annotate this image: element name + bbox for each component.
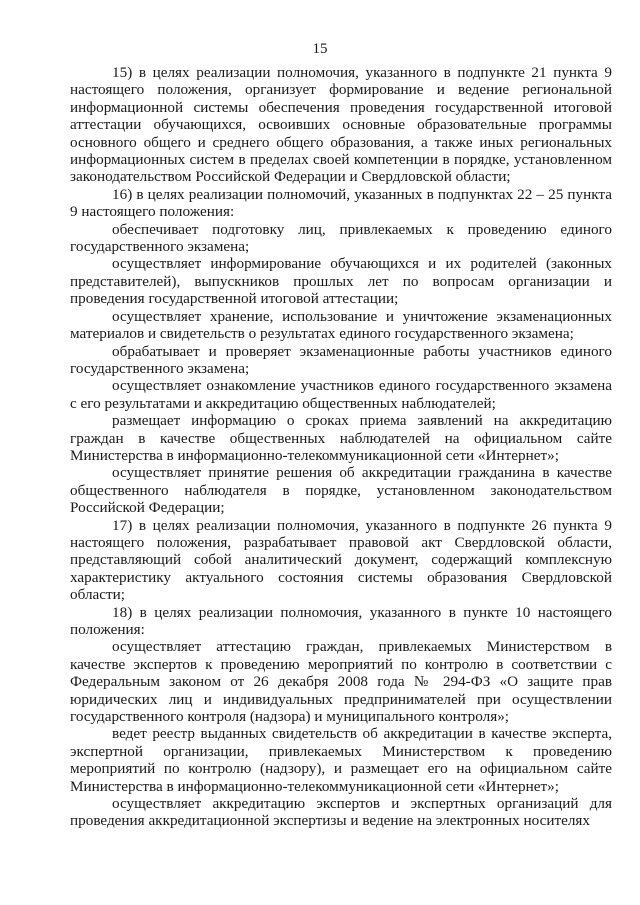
paragraph-18-item-registry: ведет реестр выданных свидетельств об аккредитации в качестве эксперта, экспертной организации, привлекаемых Министерством к проведению мероприятий по контролю (надзору), и размещает его на официальном сайте Министерства в информационно-телекоммуникационной сети «Интернет»; xyxy=(70,725,612,795)
paragraph-16-item-processing: обрабатывает и проверяет экзаменационные работы участников единого государственного экзамена; xyxy=(70,342,612,377)
paragraph-16-item-storage: осуществляет хранение, использование и уничтожение экзаменационных материалов и свидетельств о результатах единого государственного экзамена; xyxy=(70,307,612,343)
paragraph-16-item-results: осуществляет ознакомление участников единого государственного экзамена с его результатами и аккредитацию общественных наблюдателей; xyxy=(70,377,612,412)
paragraph-16-item-informing: осуществляет информирование обучающихся и их родителей (законных представителей), выпускников прошлых лет по вопросам организации и проведения государственной итоговой аттестации; xyxy=(70,255,612,308)
page-number: 15 xyxy=(312,41,328,57)
document-body xyxy=(70,64,612,830)
paragraph-15: 15) в целях реализации полномочия, указанного в подпункте 21 пункта 9 настоящего положения, организует формирование и ведение региональной информационной системы обеспечения проведения государственной итоговой аттестации обучающихся, освоивших основные образовательные программы основного общего и среднего общего образования, а также иных региональных информационных систем в пределах своей компетенции в порядке, установленном законодательством Российской Федерации и Свердловской области; xyxy=(70,64,612,186)
paragraph-16-item-accreditation: осуществляет принятие решения об аккредитации гражданина в качестве общественного наблюдателя в порядке, установленном законодательством Российской Федерации; xyxy=(70,464,612,517)
paragraph-18: 18) в целях реализации полномочия, указанного в пункте 10 настоящего положения: xyxy=(70,603,612,638)
paragraph-16-item-publishing: размещает информацию о сроках приема заявлений на аккредитацию граждан в качестве общественных наблюдателей на официальном сайте Министерства в информационно-телекоммуникационной сети «Интернет»; xyxy=(70,412,612,464)
paragraph-16-item-training: обеспечивает подготовку лиц, привлекаемых к проведению единого государственного экзамена; xyxy=(70,220,612,256)
paragraph-18-item-attestation: осуществляет аттестацию граждан, привлекаемых Министерством в качестве экспертов к проведению мероприятий по контролю в соответствии с Федеральным законом от 26 декабря 2008 года № 294-ФЗ «О защите прав юридических лиц и индивидуальных предпринимателей при осуществлении государственного контроля (надзора) и муниципального контроля»; xyxy=(70,638,612,726)
paragraph-18-item-experts: осуществляет аккредитацию экспертов и экспертных организаций для проведения аккредитационной экспертизы и ведение на электронных носителях xyxy=(70,795,612,830)
paragraph-17: 17) в целях реализации полномочия, указанного в подпункте 26 пункта 9 настоящего положения, разрабатывает правовой акт Свердловской области, представляющий собой аналитический документ, содержащий комплексную характеристику актуального состояния системы образования Свердловской области; xyxy=(70,516,612,604)
paragraph-16: 16) в целях реализации полномочий, указанных в подпунктах 22 – 25 пункта 9 настоящего положения: xyxy=(70,185,612,221)
